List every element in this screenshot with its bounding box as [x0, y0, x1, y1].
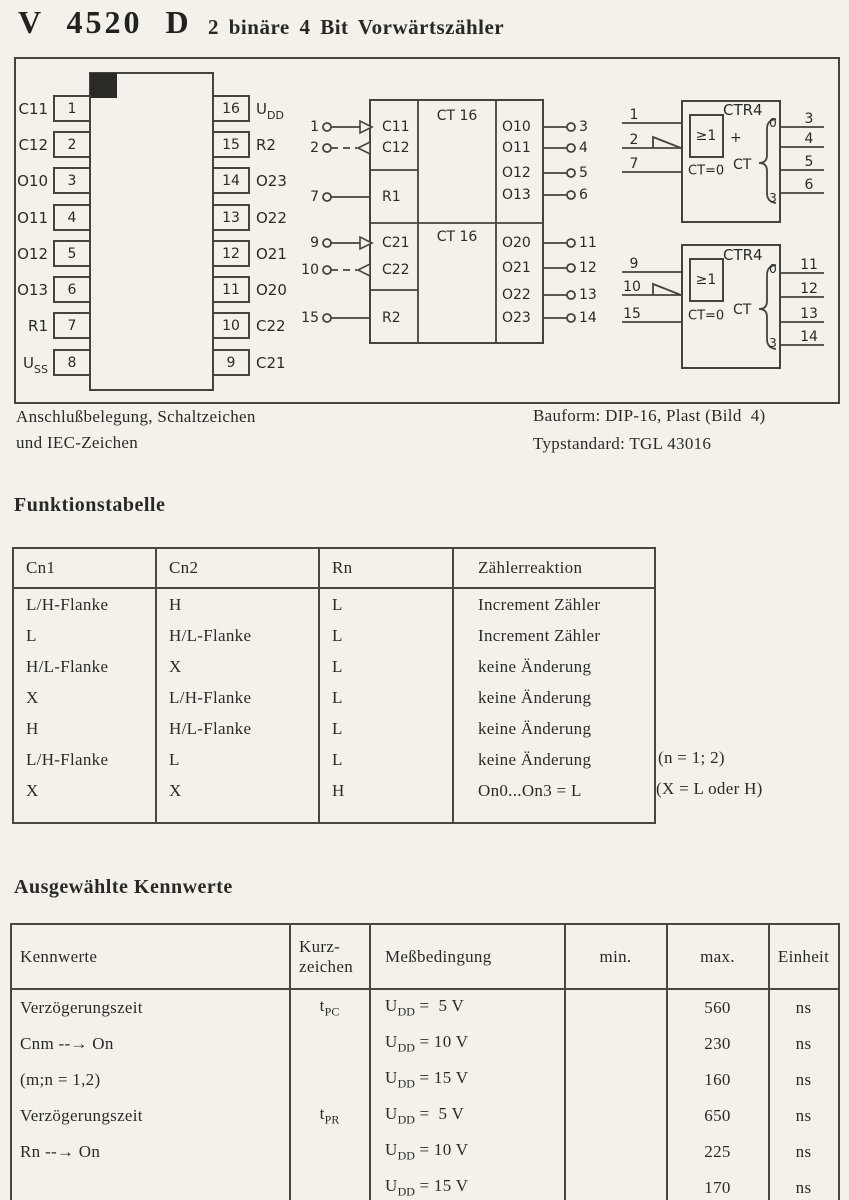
- column-header: Cn2: [156, 548, 319, 588]
- symbol-cell: $t_{PC}$: [290, 989, 370, 1026]
- column-header: Zählerreaktion: [453, 548, 655, 588]
- figure-caption-line1: Anschlußbelegung, Schaltzeichen: [16, 407, 256, 426]
- pin-label: C11: [18, 100, 48, 118]
- table-row: [13, 806, 655, 823]
- edge-flag-icon: [653, 137, 681, 148]
- column-header: max.: [667, 924, 769, 989]
- pin-number: 7: [67, 318, 77, 334]
- cell: L: [13, 620, 156, 651]
- unit-cell: ns: [795, 1034, 812, 1053]
- condition-cell: $U_{DD} = 5$ V: [370, 989, 565, 1026]
- pin-label: O20: [256, 281, 287, 299]
- pin-number: 15: [301, 310, 319, 326]
- max-cell: 225: [667, 1134, 769, 1170]
- output-label: O20: [502, 235, 531, 251]
- pin-number: 9: [226, 355, 236, 371]
- max-cell: 170: [667, 1170, 769, 1200]
- cell: H/L-Flanke: [156, 713, 319, 744]
- max-cell: 560: [667, 989, 769, 1026]
- pin-number: 10: [623, 279, 641, 295]
- unit-cell: ns: [795, 1106, 812, 1125]
- column-header: Einheit: [769, 924, 839, 989]
- input-label: C12: [382, 140, 410, 156]
- pin-label: O11: [17, 209, 48, 227]
- iec-symbol-bottom: [622, 245, 824, 368]
- cell: X: [156, 775, 319, 806]
- pin-number: 6: [579, 187, 588, 203]
- package-info: Bauform: DIP-16, Plast (Bild 4): [533, 406, 766, 425]
- pin-number: 13: [800, 306, 818, 322]
- pin-number: 5: [804, 154, 814, 170]
- pin-label: O22: [256, 209, 287, 227]
- symbol-cell: $t_{PR}$: [290, 1098, 370, 1134]
- pin-number: 3: [67, 173, 77, 189]
- column-header: Rn: [319, 548, 453, 588]
- pin-number: 2: [629, 132, 639, 148]
- pin-number: 10: [301, 262, 319, 278]
- cell: Increment Zähler: [478, 625, 601, 645]
- function-table: [12, 547, 656, 824]
- cell: L: [156, 744, 319, 775]
- output-label: O10: [502, 119, 531, 135]
- table-row: [13, 620, 655, 651]
- pin-number: 11: [800, 257, 818, 273]
- column-header: Kurz- zeichen: [290, 924, 370, 989]
- cell: H: [319, 775, 453, 806]
- table-row: [13, 775, 655, 806]
- min-cell: [565, 989, 667, 1026]
- cell: L: [319, 744, 453, 775]
- brace-bit0: 0: [769, 116, 777, 130]
- cell: (m;n = 1,2): [11, 1062, 290, 1098]
- pin-number: 5: [579, 165, 588, 181]
- cell: Verzögerungszeit: [11, 1098, 290, 1134]
- cell: keine Änderung: [478, 656, 592, 676]
- column-header: Kennwerte: [11, 924, 290, 989]
- pin-label: C22: [256, 317, 286, 335]
- symbol-cell: [290, 1062, 370, 1098]
- table-row: [11, 1026, 839, 1062]
- cell: Verzögerungszeit: [11, 989, 290, 1026]
- iec-symbol-top: [622, 101, 824, 222]
- pin-label: $U_{SS}$: [23, 354, 48, 376]
- reset-label: CT=0: [688, 308, 725, 324]
- edge-flag-icon: [653, 284, 681, 295]
- input-label: R2: [382, 310, 401, 326]
- cell: Increment Zähler: [478, 594, 601, 614]
- input-label: C21: [382, 235, 410, 251]
- pin1-index-mark: [90, 73, 117, 98]
- pin-number: 3: [579, 119, 588, 135]
- pin-label: O23: [256, 172, 287, 190]
- figure-canvas: [16, 59, 838, 402]
- falling-edge-arrow-icon: [358, 264, 370, 276]
- output-label: O22: [502, 287, 531, 303]
- unit-cell: ns: [795, 1178, 812, 1197]
- table-row: [11, 1098, 839, 1134]
- function-table-heading: Funktionstabelle: [14, 494, 166, 516]
- cell: L/H-Flanke: [13, 744, 156, 775]
- min-cell: [565, 1026, 667, 1062]
- iec-block-label: CTR4: [723, 246, 763, 264]
- table-row: [13, 744, 655, 775]
- cell: H: [156, 588, 319, 620]
- falling-edge-arrow-icon: [358, 142, 370, 154]
- pin-number: 6: [67, 282, 77, 298]
- min-cell: [565, 1098, 667, 1134]
- condition-cell: $U_{DD} = 15$ V: [370, 1170, 565, 1200]
- pin-number: 1: [67, 101, 77, 117]
- symbol-cell: [290, 1170, 370, 1200]
- count-up-plus: +: [730, 130, 742, 146]
- min-cell: [565, 1134, 667, 1170]
- pin-number: 14: [800, 329, 818, 345]
- pin-label: $U_{DD}$: [256, 100, 284, 122]
- unit-cell: ns: [795, 998, 812, 1017]
- pin-label: O13: [17, 281, 48, 299]
- table-note-x: (X = L oder H): [656, 779, 763, 798]
- pin-number: 1: [310, 119, 319, 135]
- pin-number: 7: [310, 189, 319, 205]
- ct-label: CT: [733, 157, 752, 173]
- cell: L: [319, 620, 453, 651]
- table-header-row: [13, 548, 655, 588]
- max-cell: 230: [667, 1026, 769, 1062]
- standard-info: Typstandard: TGL 43016: [533, 434, 712, 453]
- table-row: [13, 651, 655, 682]
- table-row: [13, 588, 655, 620]
- pin-number: 5: [67, 246, 77, 262]
- cell: L: [319, 682, 453, 713]
- condition-cell: $U_{DD} = 10$ V: [370, 1026, 565, 1062]
- cell: On0...On3 = L: [478, 780, 582, 800]
- min-cell: [565, 1170, 667, 1200]
- pin-number: 2: [67, 137, 77, 153]
- cell: Cnm --→ On: [11, 1026, 290, 1062]
- counter-block-label: CT 16: [436, 229, 478, 245]
- pin-label: O10: [17, 172, 48, 190]
- reset-label: CT=0: [688, 163, 725, 179]
- pin-number: 14: [579, 310, 597, 326]
- figure-box: [14, 57, 840, 404]
- pin-number: 11: [579, 235, 597, 251]
- table-row: [11, 989, 839, 1026]
- output-label: O12: [502, 165, 531, 181]
- pin-number: 8: [67, 355, 77, 371]
- figure-caption-line2: und IEC-Zeichen: [16, 433, 139, 452]
- pin-number: 10: [222, 318, 240, 334]
- cell: [11, 1170, 290, 1200]
- max-cell: 650: [667, 1098, 769, 1134]
- min-cell: [565, 1062, 667, 1098]
- pin-number: 9: [629, 256, 639, 272]
- symbol-cell: [290, 1134, 370, 1170]
- cell: L: [319, 588, 453, 620]
- output-label: O13: [502, 187, 531, 203]
- brace-bit3: 3: [769, 191, 777, 205]
- pin-number: 6: [804, 177, 814, 193]
- pin-label: C21: [256, 354, 286, 372]
- cell: H/L-Flanke: [13, 651, 156, 682]
- input-label: C11: [382, 119, 410, 135]
- pin-number: 9: [310, 235, 319, 251]
- page-title: V 4520 D: [18, 4, 192, 40]
- symbol-cell: [290, 1026, 370, 1062]
- pin-number: 4: [579, 140, 588, 156]
- pin-number: 12: [579, 260, 597, 276]
- logic-symbol-diagram: [301, 100, 597, 343]
- condition-cell: $U_{DD} = 5$ V: [370, 1098, 565, 1134]
- pin-number: 14: [222, 173, 240, 189]
- pin-label: O12: [17, 245, 48, 263]
- pin-number: 11: [222, 282, 240, 298]
- cell: X: [13, 682, 156, 713]
- pin-number: 15: [222, 137, 240, 153]
- cell: H/L-Flanke: [156, 620, 319, 651]
- pin-label: R2: [256, 136, 276, 154]
- cell: X: [156, 651, 319, 682]
- input-label: R1: [382, 189, 401, 205]
- pin-label: C12: [18, 136, 48, 154]
- pin-label: O21: [256, 245, 287, 263]
- page-subtitle: 2 binäre 4 Bit Vorwärtszähler: [208, 15, 505, 39]
- column-header: Cn1: [13, 548, 156, 588]
- table-header-row: [11, 924, 839, 989]
- pin-number: 16: [222, 101, 240, 117]
- cell: X: [13, 775, 156, 806]
- counter-block-label: CT 16: [436, 108, 478, 124]
- pin-number: 4: [804, 131, 814, 147]
- output-label: O23: [502, 310, 531, 326]
- cell: L/H-Flanke: [13, 588, 156, 620]
- pin-number: 13: [579, 287, 597, 303]
- cell: L/H-Flanke: [156, 682, 319, 713]
- unit-cell: ns: [795, 1142, 812, 1161]
- pin-number: 15: [623, 306, 641, 322]
- pin-number: 2: [310, 140, 319, 156]
- ct-label: CT: [733, 302, 752, 318]
- output-label: O11: [502, 140, 531, 156]
- cell: keine Änderung: [478, 718, 592, 738]
- cell: Rn --→ On: [11, 1134, 290, 1170]
- pin-label: R1: [28, 317, 48, 335]
- max-cell: 160: [667, 1062, 769, 1098]
- dip-pinout-diagram: [17, 73, 287, 390]
- condition-cell: $U_{DD} = 15$ V: [370, 1062, 565, 1098]
- or-gate-label: ≥1: [695, 128, 717, 144]
- pin-number: 4: [67, 210, 77, 226]
- table-row: [11, 1062, 839, 1098]
- or-gate-label: ≥1: [695, 272, 717, 288]
- iec-block-label: CTR4: [723, 101, 763, 119]
- pin-number: 3: [804, 111, 814, 127]
- column-header: Meßbedingung: [370, 924, 565, 989]
- table-row: [11, 1134, 839, 1170]
- brace-bit0: 0: [769, 262, 777, 276]
- brace-bit3: 3: [769, 336, 777, 350]
- table-row: [11, 1170, 839, 1200]
- cell: L: [319, 651, 453, 682]
- pin-number: 12: [222, 246, 240, 262]
- input-label: C22: [382, 262, 410, 278]
- table-row: [13, 682, 655, 713]
- characteristics-table: [10, 923, 840, 1200]
- column-header: min.: [565, 924, 667, 989]
- condition-cell: $U_{DD} = 10$ V: [370, 1134, 565, 1170]
- cell: keine Änderung: [478, 687, 592, 707]
- cell: H: [13, 713, 156, 744]
- characteristics-heading: Ausgewählte Kennwerte: [14, 876, 233, 898]
- cell: L: [319, 713, 453, 744]
- unit-cell: ns: [795, 1070, 812, 1089]
- cell: keine Änderung: [478, 749, 592, 769]
- pin-number: 1: [629, 107, 639, 123]
- table-row: [13, 713, 655, 744]
- pin-number: 7: [629, 156, 639, 172]
- output-label: O21: [502, 260, 531, 276]
- table-note-n: (n = 1; 2): [658, 748, 725, 767]
- pin-number: 13: [222, 210, 240, 226]
- pin-number: 12: [800, 281, 818, 297]
